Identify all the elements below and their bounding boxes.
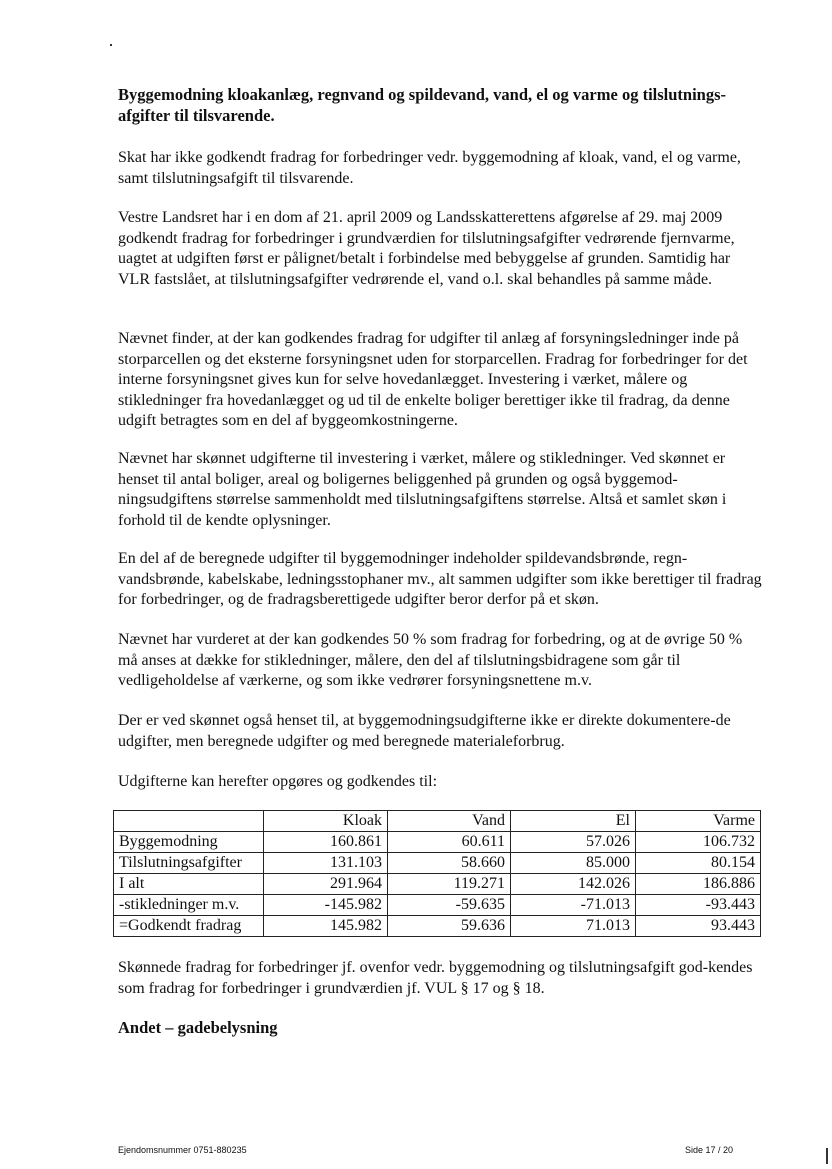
table-cell: 80.154 — [636, 853, 761, 874]
table-cell: -59.635 — [388, 895, 511, 916]
paragraph-7: Der er ved skønnet også henset til, at byggemodningsudgifterne ikke er direkte dokumentere-de udgifter, men beregnede udgifter og med beregnede materialeforbrug. — [118, 712, 731, 750]
table-row — [114, 916, 761, 937]
table-cell: 59.636 — [388, 916, 511, 937]
table-cell: 58.660 — [388, 853, 511, 874]
paragraph-after-table: Skønnede fradrag for forbedringer jf. ovenfor vedr. byggemodning og tilslutningsafgift god-kendes som fradrag for forbedringer i grundværdien jf. VUL § 17 og § 18. — [118, 959, 753, 997]
table-cell: -145.982 — [264, 895, 388, 916]
table-row-label: -stikledninger m.v. — [114, 895, 264, 916]
table-cell: -71.013 — [511, 895, 636, 916]
table-cell: 131.103 — [264, 853, 388, 874]
scan-edge-mark — [826, 1148, 828, 1164]
table-header-row — [114, 811, 761, 832]
table-row — [114, 853, 761, 874]
table-cell: 142.026 — [511, 874, 636, 895]
paragraph-6: Nævnet har vurderet at der kan godkendes 50 % som fradrag for forbedring, og at de øvrige 50 % må anses at dække for stikledninger, målere, den del af tilslutningsbidragene som går til vedligeholdelse af værkerne, og som ikke vedrører forsyningsnettene m.v. — [118, 631, 743, 689]
table-row-label: I alt — [114, 874, 264, 895]
footer-page-number: Side 17 / 20 — [685, 1145, 734, 1155]
table-cell: 57.026 — [511, 832, 636, 853]
table-cell: 119.271 — [388, 874, 511, 895]
table-cell: 85.000 — [511, 853, 636, 874]
table-cell: 106.732 — [636, 832, 761, 853]
table-header-cell: Vand — [388, 811, 511, 832]
section-heading-gadebelysning: Andet – gadebelysning — [118, 1018, 278, 1037]
table-header-cell: El — [511, 811, 636, 832]
table-header-cell: Varme — [636, 811, 761, 832]
table-cell: 93.443 — [636, 916, 761, 937]
table-cell: 71.013 — [511, 916, 636, 937]
paragraph-4: Nævnet har skønnet udgifterne til investering i værket, målere og stikledninger. Ved skønnet er henset til antal boliger, areal og boligernes beliggenhed på grunden og også byggemod-ningsudgiftens størrelse sammenholdt med tilslutningsafgiftens størrelse. Altså et samlet skøn i forhold til de kendte oplysninger. — [118, 450, 727, 529]
paragraph-5: En del af de beregnede udgifter til byggemodninger indeholder spildevandsbrønde, regn-vandsbrønde, kabelskabe, ledningsstophaner mv., alt sammen udgifter som ikke berettiger til fradrag for forbedringer, og de fradragsberettigede udgifter beror derfor på et skøn. — [118, 550, 762, 608]
table-row — [114, 832, 761, 853]
table-row-label: =Godkendt fradrag — [114, 916, 264, 937]
paragraph-1: Skat har ikke godkendt fradrag for forbedringer vedr. byggemodning af kloak, vand, el og varme, samt tilslutningsafgift til tilsvarende. — [118, 149, 741, 187]
table-cell: 186.886 — [636, 874, 761, 895]
table-row — [114, 895, 761, 916]
paragraph-3: Nævnet finder, at der kan godkendes fradrag for udgifter til anlæg af forsyningsledninger inde på storparcellen og det eksterne forsyningsnet uden for storparcellen. Fradrag for forbedringer for det interne forsyningsnet gives kun for selve hovedanlægget. Investering i værket, målere og stikledninger fra hovedanlægget og ud til de enkelte boliger berettiger ikke til fradrag, da denne udgift betragtes som en del af byggeomkostningerne. — [118, 330, 748, 429]
table-row — [114, 874, 761, 895]
footer-property-number: Ejendomsnummer 0751-880235 — [118, 1145, 247, 1155]
table-header-cell — [114, 811, 264, 832]
table-cell: 291.964 — [264, 874, 388, 895]
table-row-label: Tilslutningsafgifter — [114, 853, 264, 874]
paragraph-8: Udgifterne kan herefter opgøres og godkendes til: — [118, 773, 438, 790]
table-cell: 145.982 — [264, 916, 388, 937]
table-row-label: Byggemodning — [114, 832, 264, 853]
table-header-cell: Kloak — [264, 811, 388, 832]
scan-speck — [110, 44, 112, 46]
section-heading-byggemodning: Byggemodning kloakanlæg, regnvand og spildevand, vand, el og varme og tilslutnings-afgifter til tilsvarende. — [118, 85, 727, 125]
paragraph-2: Vestre Landsret har i en dom af 21. april 2009 og Landsskatterettens afgørelse af 29. maj 2009 godkendt fradrag for forbedringer i grundværdien for tilslutningsafgifter vedrørende fjernvarme, uagtet at udgiften først er pålignet/betalt i forbindelse med bebyggelse af grunden. Samtidig har VLR fastslået, at tilslutningsafgifter vedrørende el, vand o.l. skal behandles på samme måde. — [118, 209, 735, 288]
table-cell: 60.611 — [388, 832, 511, 853]
table-cell: -93.443 — [636, 895, 761, 916]
table-cell: 160.861 — [264, 832, 388, 853]
fradrag-table — [113, 810, 761, 937]
